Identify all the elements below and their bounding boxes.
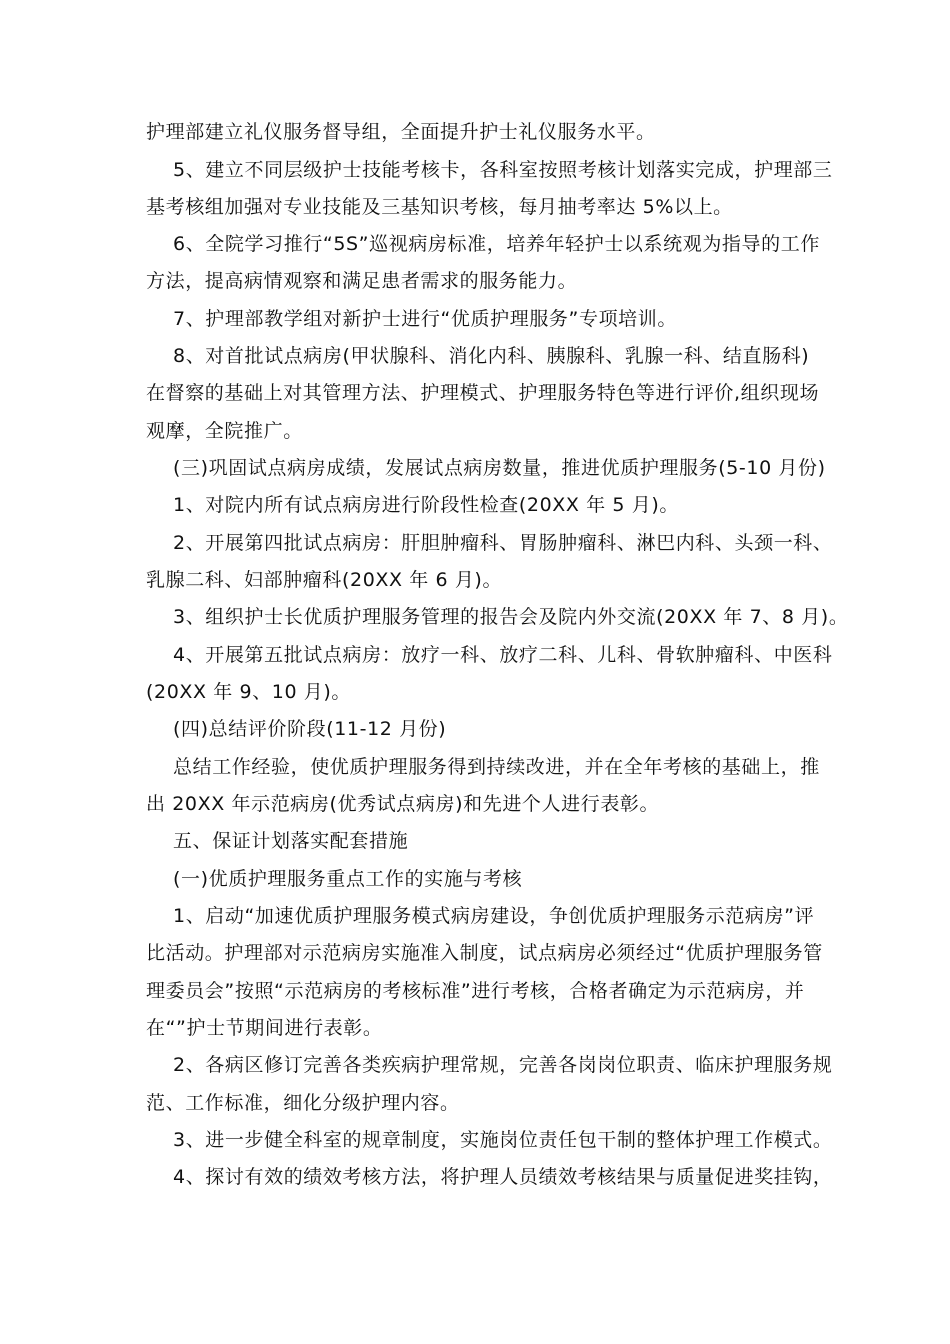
paragraph-line: 4、开展第五批试点病房：放疗一科、放疗二科、儿科、骨软肿瘤科、中医科 bbox=[173, 644, 833, 666]
paragraph-line: 2、开展第四批试点病房：肝胆肿瘤科、胃肠肿瘤科、淋巴内科、头颈一科、 bbox=[173, 532, 833, 554]
paragraph-line: 8、对首批试点病房(甲状腺科、消化内科、胰腺科、乳腺一科、结直肠科) bbox=[173, 345, 810, 367]
paragraph-line: 6、全院学习推行“5S”巡视病房标准，培养年轻护士以系统观为指导的工作 bbox=[173, 233, 820, 255]
paragraph-line: 基考核组加强对专业技能及三基知识考核，每月抽考率达 5%以上。 bbox=[146, 196, 733, 218]
paragraph-line: 范、工作标准，细化分级护理内容。 bbox=[146, 1092, 460, 1114]
paragraph-line: 3、组织护士长优质护理服务管理的报告会及院内外交流(20XX 年 7、8 月)。 bbox=[173, 606, 849, 628]
section-heading: (一)优质护理服务重点工作的实施与考核 bbox=[173, 868, 523, 890]
paragraph-line: 在“”护士节期间进行表彰。 bbox=[146, 1017, 383, 1039]
paragraph-line: 理委员会”按照“示范病房的考核标准”进行考核，合格者确定为示范病房，并 bbox=[146, 980, 805, 1002]
paragraph-line: 比活动。护理部对示范病房实施准入制度，试点病房必须经过“优质护理服务管 bbox=[146, 942, 823, 964]
paragraph-line: 在督察的基础上对其管理方法、护理模式、护理服务特色等进行评价,组织现场 bbox=[146, 382, 820, 404]
paragraph-line: 护理部建立礼仪服务督导组，全面提升护士礼仪服务水平。 bbox=[146, 121, 656, 143]
paragraph-line: 7、护理部教学组对新护士进行“优质护理服务”专项培训。 bbox=[173, 308, 677, 330]
paragraph-line: 1、启动“加速优质护理服务模式病房建设，争创优质护理服务示范病房”评 bbox=[173, 905, 815, 927]
paragraph-line: 5、建立不同层级护士技能考核卡，各科室按照考核计划落实完成，护理部三 bbox=[173, 159, 833, 181]
paragraph-line: 2、各病区修订完善各类疾病护理常规，完善各岗岗位职责、临床护理服务规 bbox=[173, 1054, 833, 1076]
section-heading: (四)总结评价阶段(11-12 月份) bbox=[173, 718, 447, 740]
paragraph-line: 1、对院内所有试点病房进行阶段性检查(20XX 年 5 月)。 bbox=[173, 494, 679, 516]
paragraph-line: 乳腺二科、妇部肿瘤科(20XX 年 6 月)。 bbox=[146, 569, 503, 591]
paragraph-line: 3、进一步健全科室的规章制度，实施岗位责任包干制的整体护理工作模式。 bbox=[173, 1129, 833, 1151]
paragraph-line: 出 20XX 年示范病房(优秀试点病房)和先进个人进行表彰。 bbox=[146, 793, 660, 815]
section-heading: (三)巩固试点病房成绩，发展试点病房数量，推进优质护理服务(5-10 月份) bbox=[173, 457, 826, 479]
paragraph-line: 4、探讨有效的绩效考核方法，将护理人员绩效考核结果与质量促进奖挂钩， bbox=[173, 1166, 833, 1188]
paragraph-line: (20XX 年 9、10 月)。 bbox=[146, 681, 352, 703]
paragraph-line: 总结工作经验，使优质护理服务得到持续改进，并在全年考核的基础上，推 bbox=[173, 756, 820, 778]
paragraph-line: 观摩，全院推广。 bbox=[146, 420, 303, 442]
paragraph-line: 方法，提高病情观察和满足患者需求的服务能力。 bbox=[146, 270, 578, 292]
section-heading: 五、保证计划落实配套措施 bbox=[173, 830, 409, 852]
